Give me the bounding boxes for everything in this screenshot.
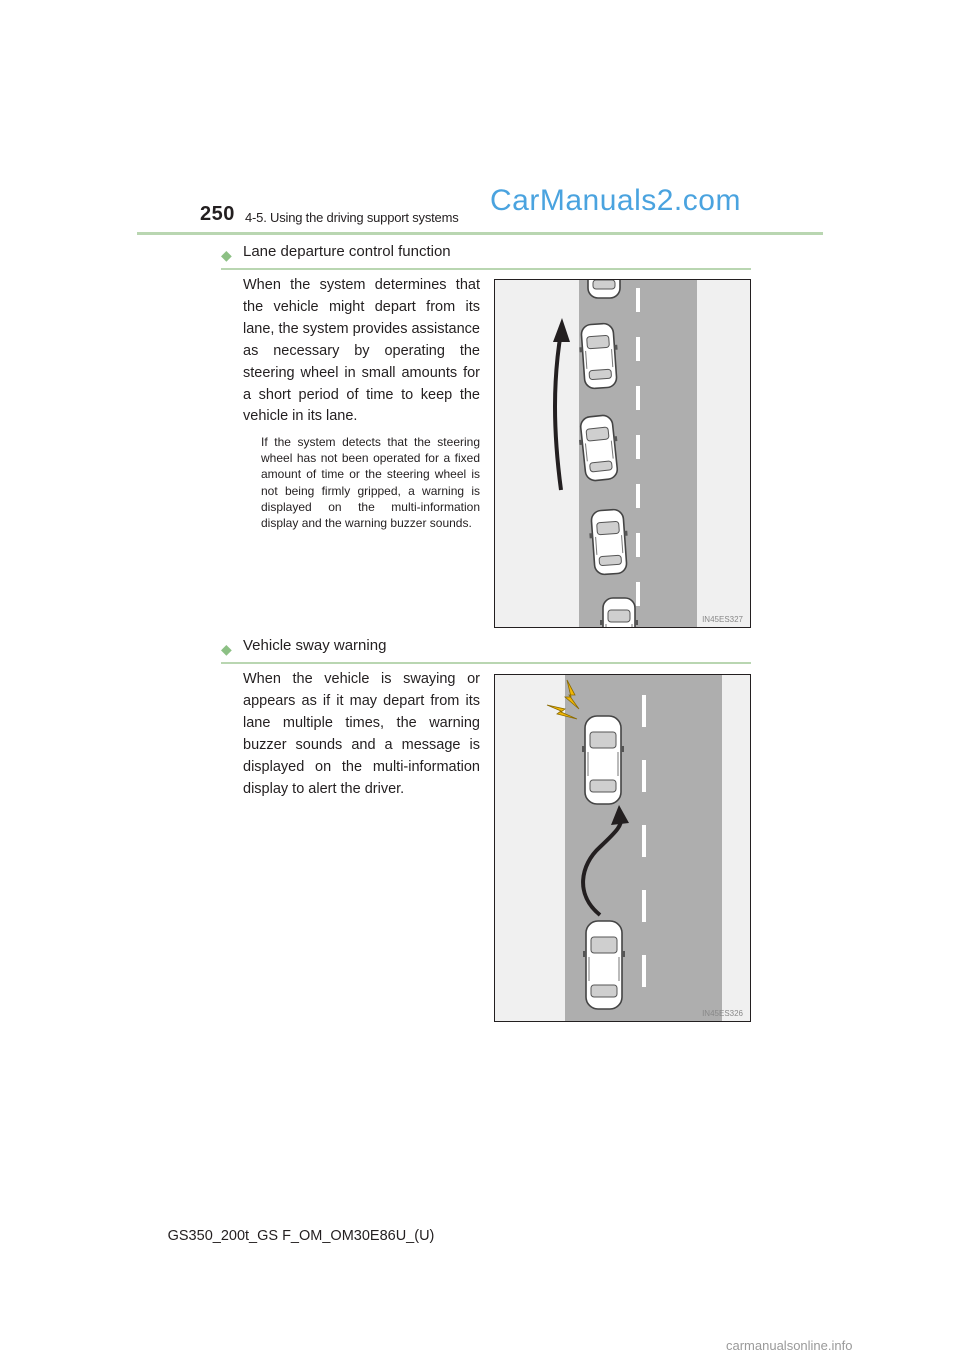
vehicle-sway-body: When the vehicle is swaying or appears as if it may depart from its lane multiple times, the warning buzzer sounds and a message is displayed on the multi-information display to alert the driver.: [243, 671, 480, 797]
car-icon: [578, 323, 620, 389]
subhead-rule: [221, 662, 751, 664]
lane-departure-body: When the system determines that the vehicle might depart from its lane, the system provides assistance as necessary by operating the steering wheel in small amounts for a short period of time to keep the vehicle in its lane.: [243, 277, 480, 425]
lane-departure-figure: [494, 279, 751, 628]
figure-code: IN45ES327: [702, 615, 743, 624]
page-number: 250: [200, 203, 235, 225]
car-icon: [600, 598, 638, 627]
diamond-bullet-icon: ◆: [221, 641, 232, 657]
section-title: 4-5. Using the driving support systems: [245, 210, 459, 225]
subhead-label: Lane departure control function: [243, 243, 451, 260]
lane-departure-note: If the system detects that the steering wheel has not been operated for a fixed amount of time or the steering wheel is not being firmly gripped, a warning is displayed on the multi-information display and the warning buzzer sounds.: [261, 435, 480, 531]
watermark-bottom[interactable]: carmanualsonline.info: [726, 1338, 853, 1353]
header-rule: [137, 232, 823, 235]
watermark-top[interactable]: CarManuals2.com: [490, 184, 741, 217]
diamond-bullet-icon: ◆: [221, 247, 232, 263]
car-icon: [588, 509, 630, 575]
model-code: GS350_200t_GS F_OM_OM30E86U_(U): [167, 1228, 435, 1244]
figure-code: IN45ES326: [702, 1009, 743, 1018]
subhead-vehicle-sway: [221, 637, 751, 663]
subhead-lane-departure: [221, 243, 751, 269]
car-icon: [583, 921, 625, 1009]
car-icon: [582, 716, 624, 804]
car-icon: [585, 280, 623, 298]
subhead-label: Vehicle sway warning: [243, 637, 387, 654]
vehicle-sway-figure: [494, 674, 751, 1022]
subhead-rule: [221, 268, 751, 270]
